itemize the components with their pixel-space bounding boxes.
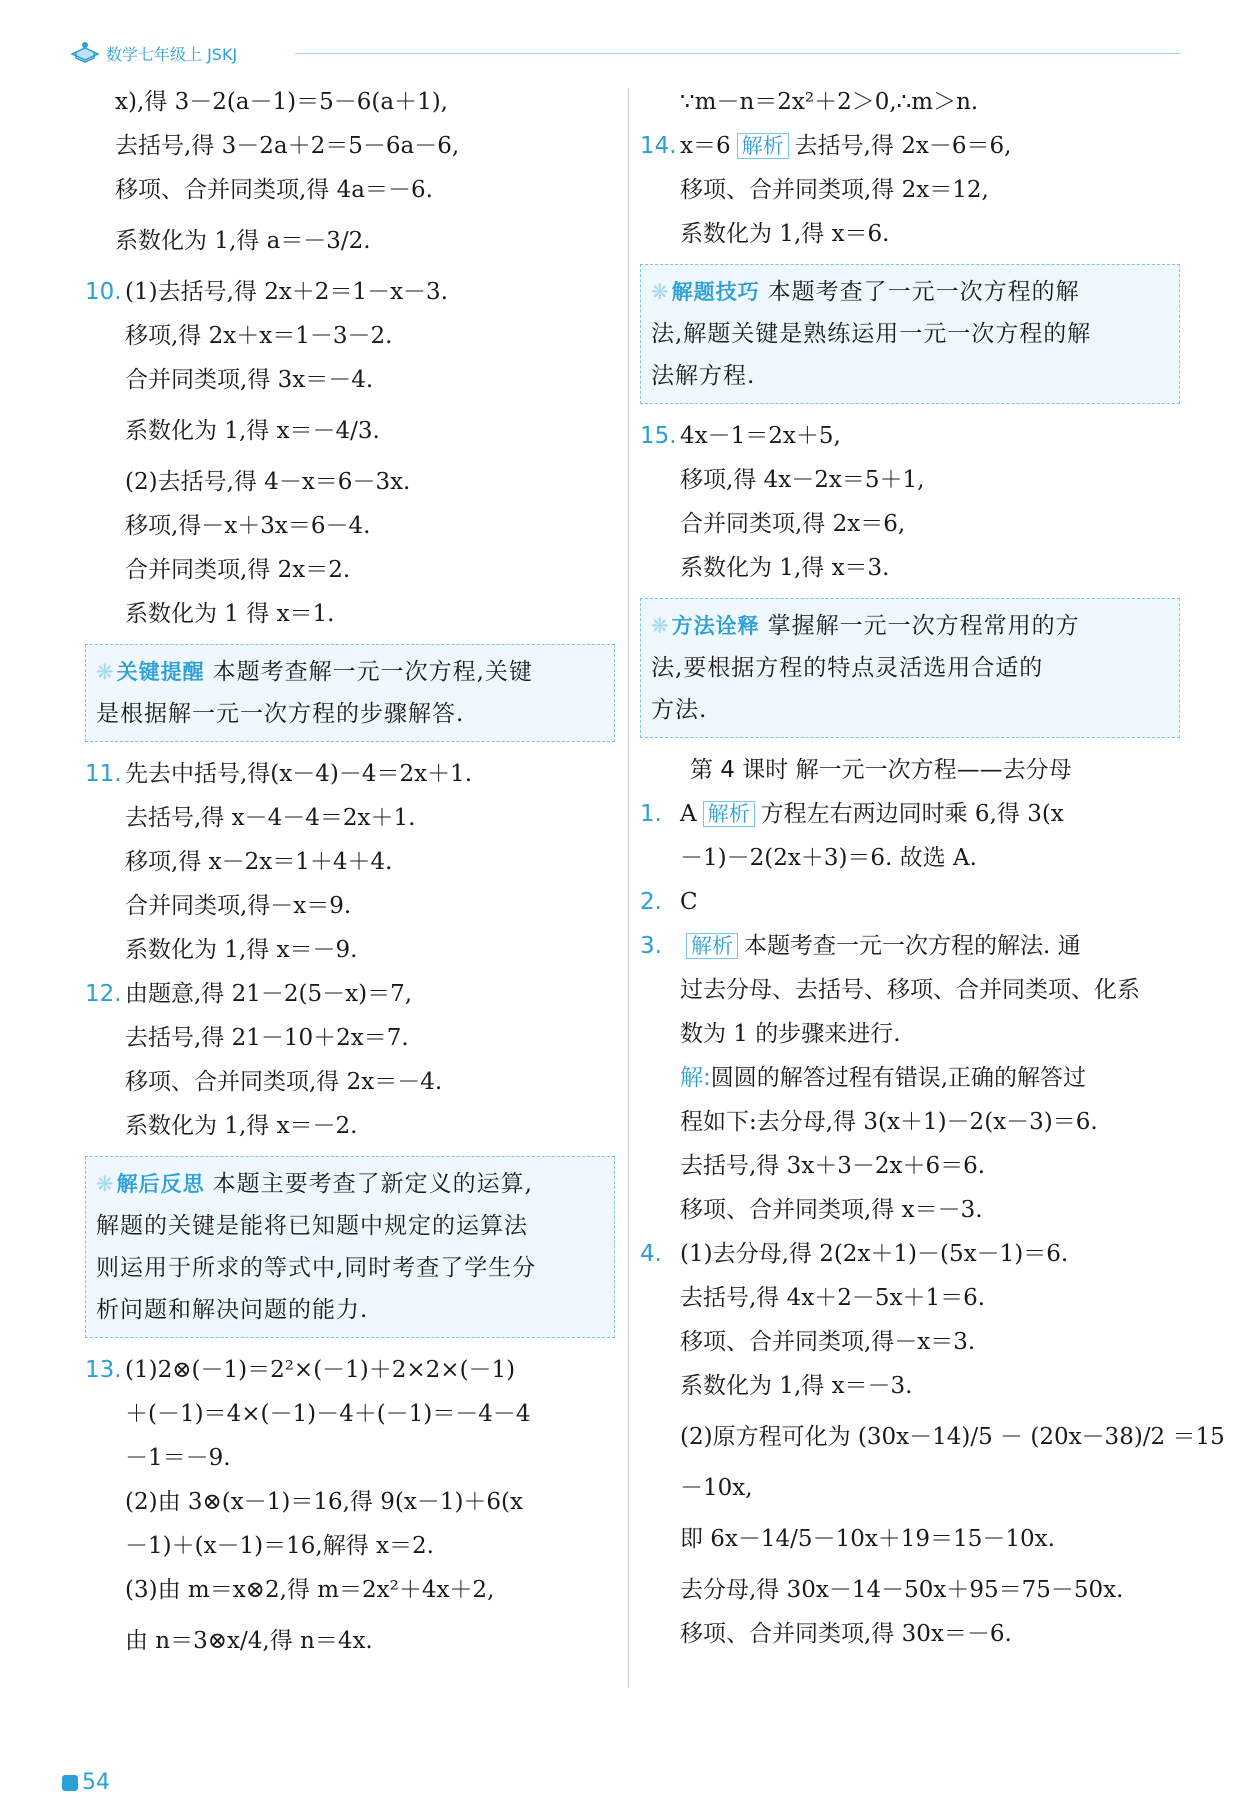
text-line: 系数化为 1,得 a＝－3/2. [115, 228, 371, 254]
text-line: 移项,得 x－2x＝1＋4＋4. [125, 849, 393, 875]
text-line: －10x, [680, 1475, 753, 1501]
text-line: 先去中括号,得(x－4)－4＝2x＋1. [125, 761, 473, 787]
text-line: (2)由 3⊗(x－1)＝16,得 9(x－1)＋6(x [125, 1489, 523, 1515]
text-line: (3)由 m＝x⊗2,得 m＝2x²＋4x＋2, [125, 1577, 495, 1603]
tip-text: 掌握解一元一次方程常用的方 [767, 613, 1080, 639]
text-line: (1)2⊗(－1)＝2²×(－1)＋2×2×(－1) [125, 1357, 516, 1383]
text-line: x),得 3－2(a－1)＝5－6(a＋1), [115, 89, 448, 115]
analysis-tag: 解析 [686, 933, 738, 959]
question-10 [85, 270, 615, 314]
tip-text: 法,解题关键是熟练运用一元一次方程的解 [651, 321, 1092, 347]
question-number: 1. [640, 801, 662, 827]
text-line: 移项、合并同类项,得 2x＝12, [680, 177, 989, 203]
question-13 [85, 1348, 615, 1392]
tip-label: ❋ 关键提醒 [96, 660, 205, 684]
book-logo-icon [70, 40, 100, 64]
text-line: 移项,得 4x－2x＝5＋1, [680, 467, 925, 493]
text-line: 去括号,得 4x＋2－5x＋1＝6. [680, 1285, 986, 1311]
question-number: 14. [640, 133, 677, 159]
tip-box-technique [640, 264, 1180, 404]
tip-text: 则运用于所求的等式中,同时考查了学生分 [96, 1255, 537, 1281]
tip-text: 法解方程. [651, 363, 756, 389]
analysis-tag: 解析 [703, 801, 755, 827]
left-column [85, 80, 615, 1670]
answer: x＝6 [680, 133, 731, 159]
text-line: 系数化为 1,得 x＝－3. [680, 1373, 913, 1399]
solution-line [640, 1056, 1180, 1100]
text-line: －1)＋(x－1)＝16,解得 x＝2. [125, 1533, 434, 1559]
text-line: 4x－1＝2x＋5, [680, 423, 841, 449]
text-line: 移项、合并同类项,得 2x＝－4. [125, 1069, 443, 1095]
text-line: (2)去括号,得 4－x＝6－3x. [125, 469, 411, 495]
text-line: 移项、合并同类项,得 30x＝－6. [680, 1621, 1012, 1647]
text-line: 合并同类项,得 2x＝6, [680, 511, 906, 537]
tip-text: 方法. [651, 697, 708, 723]
text-line: 系数化为 1,得 x＝3. [680, 555, 890, 581]
tip-box-method [640, 598, 1180, 738]
s-question-3 [640, 924, 1180, 968]
question-number: 12. [85, 981, 122, 1007]
question-11 [85, 752, 615, 796]
text-line: 移项、合并同类项,得 x＝－3. [680, 1197, 983, 1223]
text-line: 合并同类项,得 3x＝－4. [125, 367, 374, 393]
solution-label: 解: [680, 1065, 711, 1091]
text-line: ∵m－n＝2x²＋2＞0,∴m＞n. [680, 89, 979, 115]
analysis-tag: 解析 [737, 133, 789, 159]
text-line: 去括号,得 3－2a＋2＝5－6a－6, [115, 133, 460, 159]
question-15 [640, 414, 1180, 458]
tip-text: 本题考查解一元一次方程,关键 [212, 659, 533, 685]
tip-text: 是根据解一元一次方程的步骤解答. [96, 701, 465, 727]
page-marker-icon [62, 1775, 78, 1791]
s-question-1 [640, 792, 1180, 836]
tip-box-reflection [85, 1156, 615, 1338]
text-line: －1＝－9. [125, 1445, 231, 1471]
tip-text: 本题考查了一元一次方程的解 [767, 279, 1080, 305]
text-line: 系数化为 1,得 x＝6. [680, 221, 890, 247]
question-number: 13. [85, 1357, 122, 1383]
text-line: 系数化为 1,得 x＝－2. [125, 1113, 358, 1139]
text-line: 去括号,得 3x＋3－2x＋6＝6. [680, 1153, 986, 1179]
tip-text: 解题的关键是能将已知题中规定的运算法 [96, 1213, 528, 1239]
text-line: －1)－2(2x＋3)＝6. 故选 A. [680, 845, 977, 871]
question-14 [640, 124, 1180, 168]
text-line: 移项,得－x＋3x＝6－4. [125, 513, 371, 539]
column-divider [628, 88, 629, 1688]
tip-label: ❋ 解后反思 [96, 1172, 205, 1196]
text-line: (2)原方程可化为 (30x－14)/5 － (20x－38)/2 ＝15 [680, 1424, 1225, 1450]
header-rule [295, 53, 1180, 54]
text-line: 方程左右两边同时乘 6,得 3(x [760, 801, 1064, 827]
text-line: 程如下:去分母,得 3(x＋1)－2(x－3)＝6. [680, 1109, 1098, 1135]
tip-text: 析问题和解决问题的能力. [96, 1297, 369, 1323]
question-number: 15. [640, 423, 677, 449]
text-line: 过去分母、去括号、移项、合并同类项、化系 [680, 977, 1140, 1003]
text-line: 去括号,得 x－4－4＝2x＋1. [125, 805, 416, 831]
text-line: 移项、合并同类项,得－x＝3. [680, 1329, 976, 1355]
text-line: 系数化为 1,得 x＝－9. [125, 937, 358, 963]
text-line: 即 6x－14/5－10x＋19＝15－10x. [680, 1526, 1055, 1552]
page-footer [62, 1770, 110, 1795]
text-line: 数为 1 的步骤来进行. [680, 1021, 901, 1047]
text-line: 移项,得 2x＋x＝1－3－2. [125, 323, 393, 349]
tip-text: 本题主要考查了新定义的运算, [212, 1171, 533, 1197]
text-line: 系数化为 1 得 x＝1. [125, 601, 335, 627]
answer: C [680, 889, 698, 915]
question-12 [85, 972, 615, 1016]
text-line: 去括号,得 2x－6＝6, [794, 133, 1012, 159]
text-line: (1)去括号,得 2x＋2＝1－x－3. [125, 279, 448, 305]
s-question-2 [640, 880, 1180, 924]
text-line: 本题考查一元一次方程的解法. 通 [744, 933, 1081, 959]
text-line: 由 n＝3⊗x/4,得 n＝4x. [125, 1628, 373, 1654]
tip-text: 法,要根据方程的特点灵活选用合适的 [651, 655, 1044, 681]
text-line: ＋(－1)＝4×(－1)－4＋(－1)＝－4－4 [125, 1401, 531, 1427]
text-line: 去括号,得 21－10＋2x＝7. [125, 1025, 409, 1051]
question-number: 4. [640, 1241, 662, 1267]
header-title: 数学七年级上 JSKJ [106, 45, 238, 64]
question-number: 3. [640, 933, 662, 959]
section-title: 第 4 课时 解一元一次方程——去分母 [690, 757, 1072, 783]
question-number: 2. [640, 889, 662, 915]
page-header [70, 40, 1180, 66]
tip-label: ❋ 解题技巧 [651, 280, 760, 304]
text-line: 系数化为 1,得 x＝－4/3. [125, 418, 380, 444]
text-line: 去分母,得 30x－14－50x＋95＝75－50x. [680, 1577, 1124, 1603]
text-line: 圆圆的解答过程有错误,正确的解答过 [710, 1065, 1087, 1091]
text-line: 移项、合并同类项,得 4a＝－6. [115, 177, 433, 203]
tip-label: ❋ 方法诠释 [651, 614, 760, 638]
question-number: 10. [85, 279, 122, 305]
question-number: 11. [85, 761, 122, 787]
text-line: (1)去分母,得 2(2x＋1)－(5x－1)＝6. [680, 1241, 1069, 1267]
text-line: 合并同类项,得 2x＝2. [125, 557, 351, 583]
s-question-4 [640, 1232, 1180, 1276]
answer: A [680, 801, 697, 827]
page-number: 54 [82, 1770, 110, 1795]
right-column [640, 80, 1225, 1656]
text-line: 由题意,得 21－2(5－x)＝7, [125, 981, 413, 1007]
text-line: 合并同类项,得－x＝9. [125, 893, 352, 919]
tip-box-key-reminder [85, 644, 615, 742]
